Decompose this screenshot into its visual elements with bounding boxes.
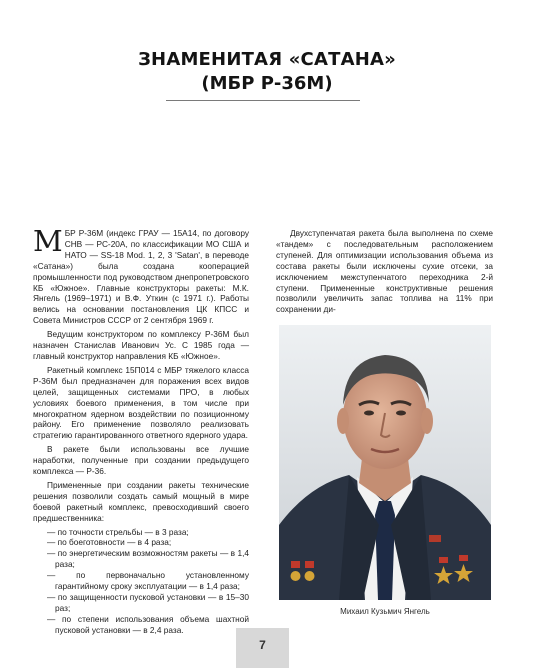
paragraph-2: Ведущим конструктором по комплексу Р-36М был назначен Станислав Иванович Ус. С 1985 года — главный конструктор направления КБ «Южное». (33, 329, 249, 361)
list-item: — по энергетическим возможностям ракеты — в 1,4 раза; (47, 548, 249, 570)
page-number: 7 (259, 638, 266, 652)
list-item: — по точности стрельбы — в 3 раза; (47, 526, 189, 537)
title-block (0, 48, 534, 96)
portrait-illustration (279, 325, 491, 600)
left-column (33, 224, 249, 636)
dropcap: М (33, 224, 63, 258)
intro-paragraph (33, 224, 249, 326)
paragraph-3: Ракетный комплекс 15П014 с МБР тяжелого класса Р-36М был предназначен для поражения всех видов целей, защищенных системами ПРО, в любых условиях боевого применения, в том числе при многократном ядерном воздействии по позиционному району. Его применение позволяло реализовать стратегию гарантированного ответного ядерного удара. (33, 364, 249, 441)
list-item: — по защищенности пусковой установки — в 15–30 раз; (47, 592, 249, 613)
intro-text: БР Р-36М (индекс ГРАУ — 15А14, по договору СНВ — РС-20А, по классификации МО США и НАТО — SS-18 Mod. 1, 2, 3 'Satan', в переводе «Сатана») была создана кооперацией промышленности под руководством днепропетровского КБ «Южное». Главные конструкторы ракеты: М.К. Янгель (1969–1971) и В.Ф. Уткин (с 1971 г.). Работы велись на основании постановления ЦК КПСС и Совета Министров СССР от 2 сентября 1969 г. (33, 228, 249, 326)
page-subtitle: (МБР Р-36М) (201, 73, 333, 94)
advantages-list (33, 527, 249, 636)
photo-caption: Михаил Кузьмич Янгель (340, 607, 430, 616)
page-title: ЗНАМЕНИТАЯ «САТАНА» (138, 49, 396, 70)
right-column (276, 228, 493, 318)
list-item: — по первоначально установленному гарантийному сроку эксплуатации — в 1,4 раза; (47, 570, 249, 592)
list-item: — по боеготовности — в 4 раза; (47, 537, 172, 548)
right-paragraph-1: Двухступенчатая ракета была выполнена по схеме «тандем» с последовательным расположением ступеней. Для оптимизации использования объема из состава ракеты были исключены сухие отсеки, за исключением межступенчатого переходника 2-й ступени. Примененные конструктивные решения позволили увеличить запас топлива на 11% при сохранении ди- (276, 228, 493, 315)
paragraph-5: Примененные при создании ракеты технические решения позволили создать самый мощный в мире боевой ракетный комплекс, превосходивший своего предшественника: (33, 479, 249, 523)
paragraph-4: В ракете были использованы все лучшие наработки, полученные при создании предыдущего комплекса — Р-36. (33, 444, 249, 477)
title-divider (166, 100, 360, 101)
portrait-photo (279, 325, 491, 600)
list-item: — по степени использования объема шахтной пусковой установки — в 2,4 раза. (47, 613, 249, 635)
